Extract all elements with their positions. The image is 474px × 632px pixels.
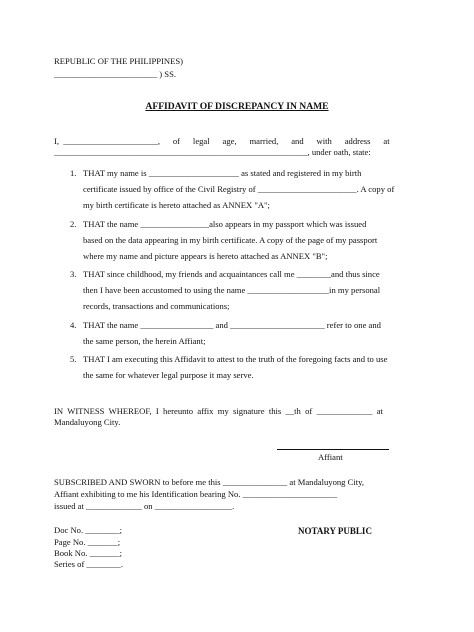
item-line: THAT since childhood, my friends and acquaintances call me ________and thus since bbox=[83, 269, 380, 279]
ss-line: ________________________ ) SS. bbox=[54, 69, 176, 79]
item-line: the same person, the herein Affiant; bbox=[83, 336, 206, 346]
subscribed-line-3: issued at _____________ on __________________. bbox=[54, 501, 235, 511]
doc-number: Doc No. ________; bbox=[54, 525, 123, 535]
intro-line-1: I, ______________________, of legal age, married, and with address at bbox=[54, 136, 390, 146]
item-number: 3. bbox=[70, 269, 77, 279]
item-line: based on the data appearing in my birth certificate. A copy of the page of my passport bbox=[83, 235, 378, 245]
item-line: THAT my name is _____________________ as stated and registered in my birth bbox=[83, 168, 362, 178]
item-line: THAT the name ________________also appears in my passport which was issued bbox=[83, 219, 367, 229]
republic-header: REPUBLIC OF THE PHILIPPINES) bbox=[54, 56, 183, 66]
item-number: 4. bbox=[70, 320, 77, 330]
item-line: THAT the name _________________ and ______________________ refer to one and bbox=[83, 320, 381, 330]
book-number: Book No. _______; bbox=[54, 548, 123, 558]
item-number: 5. bbox=[70, 354, 77, 364]
page-number: Page No. _______; bbox=[54, 537, 121, 547]
subscribed-line-2: Affiant exhibiting to me his Identification bearing No. ______________________ bbox=[54, 489, 338, 499]
item-line: THAT I am executing this Affidavit to attest to the truth of the foregoing facts and to use bbox=[83, 354, 388, 364]
series: Series of ________. bbox=[54, 559, 123, 569]
notary-public-label: NOTARY PUBLIC bbox=[298, 526, 372, 536]
affiant-signature-line bbox=[277, 449, 389, 450]
item-line: my birth certificate is hereto attached as ANNEX "A"; bbox=[83, 200, 270, 210]
item-number: 1. bbox=[70, 168, 77, 178]
item-line: records, transactions and communications; bbox=[83, 301, 230, 311]
item-line: certificate issued by office of the Civil Registry of _______________________. A copy of bbox=[83, 184, 395, 194]
affiant-label: Affiant bbox=[318, 452, 343, 462]
witness-line-1: IN WITNESS WHEREOF, I hereunto affix my signature this __th of _____________ at bbox=[54, 406, 383, 416]
document-title: AFFIDAVIT OF DISCREPANCY IN NAME bbox=[145, 101, 329, 112]
item-number: 2. bbox=[70, 219, 77, 229]
item-line: where my name and picture appears is hereto attached as ANNEX "B"; bbox=[83, 251, 328, 261]
item-line: the same for whatever legal purpose it may serve. bbox=[83, 370, 254, 380]
subscribed-line-1: SUBSCRIBED AND SWORN to before me this _______________ at Mandaluyong City, bbox=[54, 477, 365, 487]
intro-line-2: ___________________________________________________________, under oath, state: bbox=[54, 147, 371, 157]
witness-line-2: Mandaluyong City. bbox=[54, 417, 121, 427]
item-line: then I have been accustomed to using the name ___________________in my personal bbox=[83, 285, 381, 295]
